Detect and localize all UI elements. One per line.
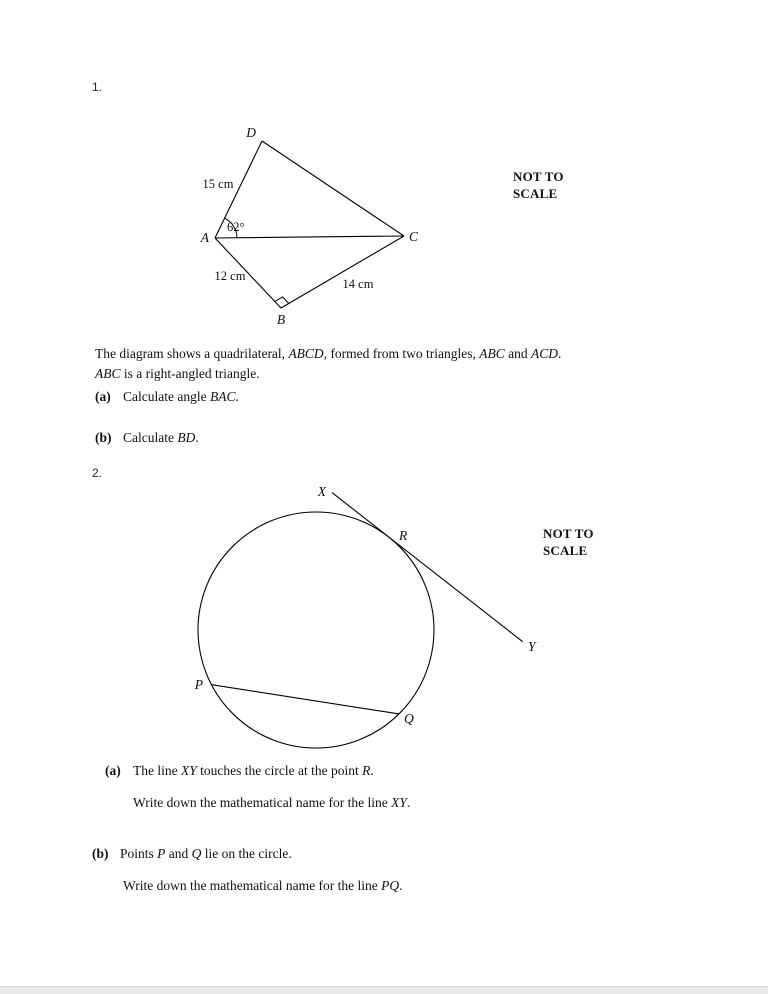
q1-intro-line1: The diagram shows a quadrilateral, ABCD, formed from two triangles, ABC and ACD. <box>95 346 562 361</box>
angle-label-a: 62° <box>227 220 245 234</box>
q2-part-b-label: (b) <box>92 846 109 861</box>
q1-part-b <box>95 430 199 446</box>
q1-quadrilateral-diagram <box>200 125 419 327</box>
not-to-scale-line1: NOT TO <box>513 169 564 184</box>
question-1-number: 1. <box>92 80 103 94</box>
edge-dc <box>262 141 404 236</box>
tangent-line-xy <box>332 493 523 642</box>
chord-line-pq <box>211 685 399 714</box>
q2-not-to-scale <box>543 525 594 559</box>
q1-part-a-label: (a) <box>95 389 111 404</box>
q2-part-a-line1: The line XY touches the circle at the point R. <box>133 763 374 778</box>
q1-part-b-label: (b) <box>95 430 112 445</box>
q1-part-a <box>95 389 239 405</box>
point-label-y: Y <box>528 639 536 654</box>
not-to-scale-line1: NOT TO <box>543 526 594 541</box>
edge-bc <box>281 236 404 308</box>
circle <box>198 512 434 748</box>
length-label-ad: 15 cm <box>202 177 234 191</box>
page-bottom-edge <box>0 986 768 994</box>
length-label-ab: 12 cm <box>214 269 246 283</box>
q2-circle-diagram <box>194 484 537 748</box>
q2-part-a <box>105 763 374 779</box>
q1-intro-line2: ABC is a right-angled triangle. <box>95 365 260 381</box>
q1-not-to-scale <box>513 168 564 202</box>
q2-part-b-instruction <box>123 878 402 894</box>
edge-ac <box>215 236 404 238</box>
q1-intro <box>95 344 655 383</box>
q2-part-b-line1: Points P and Q lie on the circle. <box>120 846 292 861</box>
vertex-label-a: A <box>200 230 209 245</box>
length-label-bc: 14 cm <box>342 277 374 291</box>
q1-part-b-text: Calculate BD. <box>123 430 199 445</box>
not-to-scale-line2: SCALE <box>543 543 588 558</box>
point-label-r: R <box>399 528 408 543</box>
point-label-q: Q <box>404 711 414 726</box>
q2-part-a-label: (a) <box>105 763 121 778</box>
point-label-x: X <box>317 484 326 499</box>
vertex-label-d: D <box>246 125 256 140</box>
vertex-label-c: C <box>409 229 419 244</box>
q2-part-b <box>92 846 292 862</box>
q2-part-a-instruction <box>133 795 410 811</box>
q1-part-a-text: Calculate angle BAC. <box>123 389 239 404</box>
q2-part-a-line2: Write down the mathematical name for the line XY. <box>133 795 411 810</box>
vertex-label-b: B <box>276 312 286 327</box>
point-label-p: P <box>194 677 203 692</box>
question-2-number: 2. <box>92 466 103 480</box>
q2-part-b-line2: Write down the mathematical name for the line PQ. <box>123 878 403 893</box>
not-to-scale-line2: SCALE <box>513 186 558 201</box>
right-angle-icon <box>275 297 289 304</box>
